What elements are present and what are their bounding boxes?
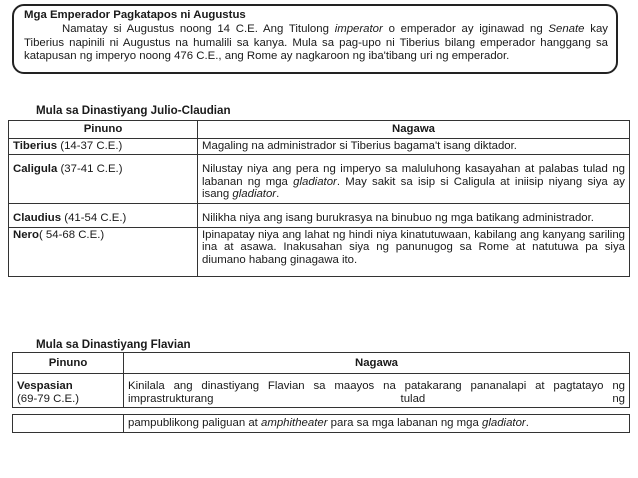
intro-box <box>12 4 618 74</box>
deeds-cell <box>124 415 630 433</box>
empty-cell <box>13 415 124 433</box>
deeds-text: . <box>276 188 280 201</box>
header-nagawa: Nagawa <box>198 121 630 139</box>
ruler-name: Vespasian <box>17 380 73 392</box>
table-row <box>13 374 630 408</box>
intro-paragraph <box>24 23 608 64</box>
table-row <box>9 227 630 277</box>
intro-text: Namatay si Augustus noong 14 C.E. Ang Titulong <box>62 22 335 35</box>
deeds-text: pampublikong paliguan at <box>128 417 261 429</box>
header-pinuno: Pinuno <box>13 353 124 374</box>
deeds-term-gladiator: gladiator <box>482 417 526 429</box>
section-title-julio-claudian: Mula sa Dinastiyang Julio-Claudian <box>36 104 231 117</box>
deeds-term-gladiator: gladiator <box>293 175 337 188</box>
deeds-text: para sa mga labanan ng mga <box>327 417 483 429</box>
deeds-cell <box>198 227 630 277</box>
ruler-years: ( 54-68 C.E.) <box>38 228 105 241</box>
deeds-text: . <box>525 417 529 429</box>
deeds-cell <box>198 203 630 227</box>
deeds-text: Magaling na administrador si Tiberius bagama't isang diktador. <box>202 139 517 152</box>
deeds-term-amphitheater: amphitheater <box>261 417 328 429</box>
ruler-cell <box>9 227 198 277</box>
intro-term-imperator: imperator <box>334 22 383 35</box>
ruler-years: (41-54 C.E.) <box>61 211 127 224</box>
ruler-years: (14-37 C.E.) <box>57 139 123 152</box>
ruler-years: (69-79 C.E.) <box>17 392 80 405</box>
deeds-text: . May sakit sa isip si Caligula at iniisip niyang siya ay isang <box>202 175 625 201</box>
table-row <box>9 138 630 155</box>
table-row <box>9 203 630 227</box>
deeds-text: Ipinapatay niya ang lahat ng hindi niya kinatutuwaan, kabilang ang kanyang sariling ina at asawa. Inakusahan siya ng panunugog sa Rome at natutuwa pa siya diumano habang ginagawa ito. <box>202 228 625 266</box>
intro-text: kay Tiberius napinili ni Augustus na humalili sa kanya. Mula sa pag-upo ni Tiberius bilang emperador hanggang sa katapusan ng imperyo noong 476 C.E., ang Rome ay nagkaroon ng iba'tibang uri ng emperador. <box>24 22 608 63</box>
deeds-text: Nilikha niya ang isang burukrasya na binubuo ng mga batikang administrador. <box>202 211 594 224</box>
table-row <box>9 155 630 204</box>
flavian-table <box>12 352 630 408</box>
deeds-cell <box>198 138 630 155</box>
ruler-name: Claudius <box>13 211 62 224</box>
deeds-cell <box>198 155 630 204</box>
deeds-text: Kinilala ang dinastiyang Flavian sa maayos na patakarang pananalapi at pagtatayo ng imprastrukturang tulad ng <box>128 380 625 405</box>
header-nagawa: Nagawa <box>124 353 630 374</box>
deeds-text: Nilustay niya ang pera ng imperyo sa maluluhong kasayahan at palabas tulad ng labanan ng mga <box>202 163 625 188</box>
table-row <box>13 415 630 433</box>
ruler-cell <box>13 374 124 408</box>
intro-title: Mga Emperador Pagkatapos ni Augustus <box>24 9 246 21</box>
ruler-cell <box>9 155 198 204</box>
ruler-cell <box>9 138 198 155</box>
header-pinuno: Pinuno <box>9 121 198 139</box>
julio-claudian-table <box>8 120 630 277</box>
table-header-row <box>13 353 630 374</box>
ruler-years: (37-41 C.E.) <box>57 163 123 176</box>
deeds-term-gladiator: gladiator <box>232 188 277 201</box>
intro-term-senate: Senate <box>548 22 585 35</box>
ruler-name: Nero <box>13 228 39 241</box>
section-title-flavian: Mula sa Dinastiyang Flavian <box>36 338 191 351</box>
flavian-table-continuation <box>12 414 630 433</box>
table-header-row <box>9 121 630 139</box>
ruler-name: Tiberius <box>13 139 58 152</box>
intro-text: o emperador ay iginawad ng <box>382 22 549 35</box>
ruler-name: Caligula <box>13 163 58 176</box>
ruler-cell <box>9 203 198 227</box>
deeds-cell <box>124 374 630 408</box>
